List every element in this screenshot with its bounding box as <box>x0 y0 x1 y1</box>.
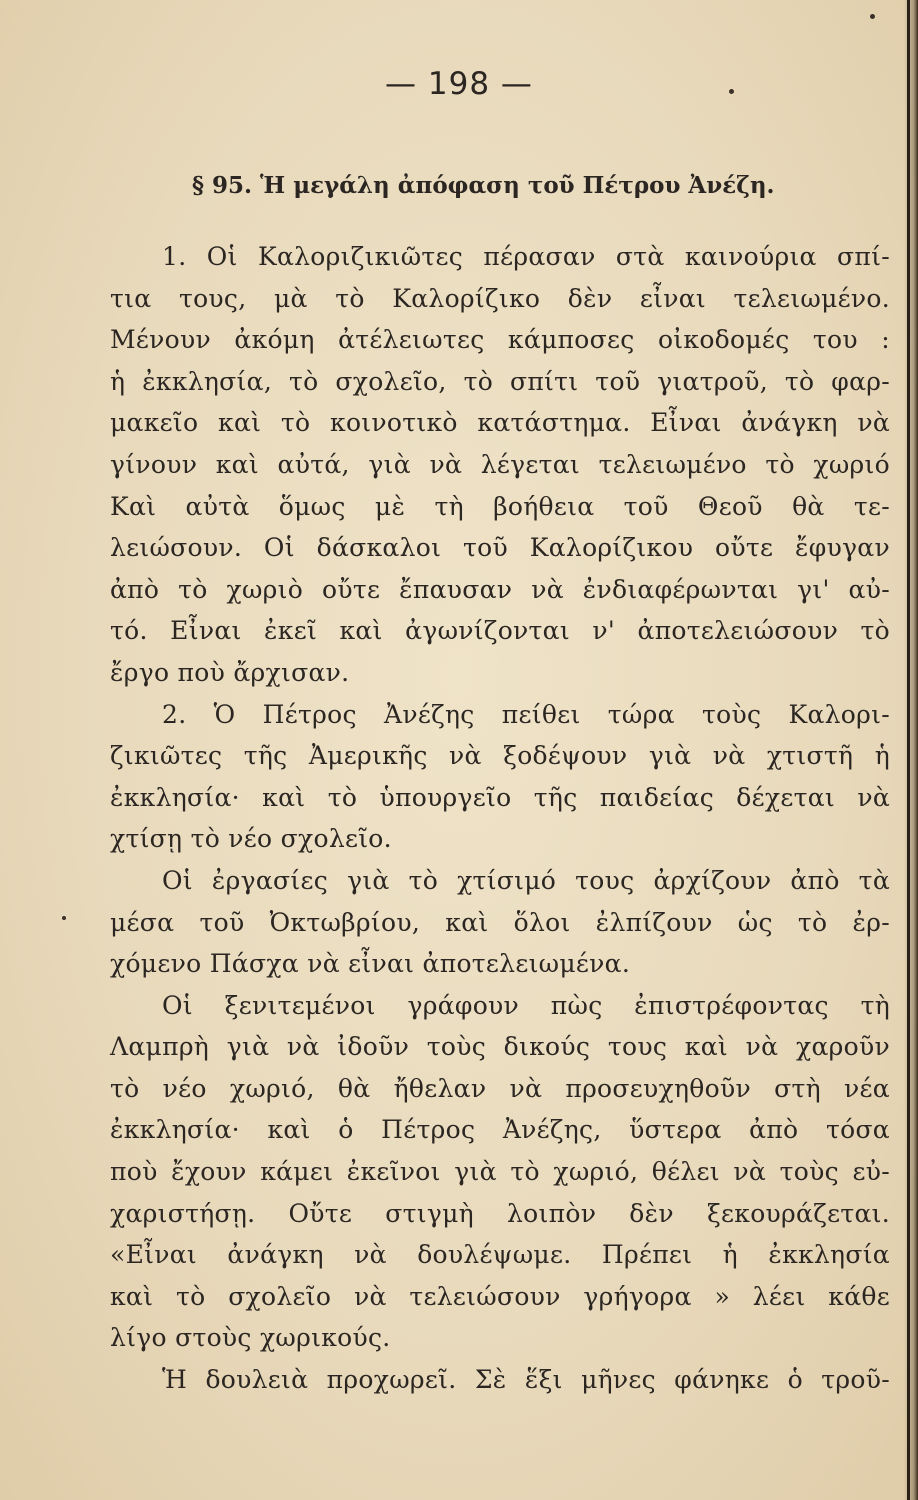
text-line: 2. Ὁ Πέτρος Ἀνέζης πείθει τώρα τοὺς Καλορι- <box>162 699 890 729</box>
text-line: χόμενο Πάσχα νὰ εἶναι ἀποτελειωμένα. <box>110 949 631 979</box>
text-line: λίγο στοὺς χωρικούς. <box>110 1323 391 1353</box>
text-line: Λαμπρὴ γιὰ νὰ ἰδοῦν τοὺς δικούς τους καὶ νὰ χαροῦν <box>110 1032 890 1062</box>
text-line: Καὶ αὐτὰ ὅμως μὲ τὴ βοήθεια τοῦ Θεοῦ θὰ τε- <box>110 491 890 521</box>
text-line: τὸ νέο χωριό, θὰ ἤθελαν νὰ προσευχηθοῦν στὴ νέα <box>110 1073 890 1103</box>
text-line: «Εἶναι ἀνάγκη νὰ δουλέψωμε. Πρέπει ἡ ἐκκλησία <box>110 1240 890 1270</box>
page-number: — 198 — <box>385 66 533 102</box>
text-line: χτίσῃ τὸ νέο σχολεῖο. <box>110 824 392 854</box>
text-line: μακεῖο καὶ τὸ κοινοτικὸ κατάστημα. Εἶναι ἀνάγκη νὰ <box>110 408 890 438</box>
text-line: μέσα τοῦ Ὀκτωβρίου, καὶ ὅλοι ἐλπίζουν ὡς τὸ ἐρ- <box>110 907 890 937</box>
text-line: τό. Εἶναι ἐκεῖ καὶ ἀγωνίζονται ν' ἀποτελειώσουν τὸ <box>110 616 890 646</box>
text-line: τια τους, μὰ τὸ Καλορίζικο δὲν εἶναι τελειωμένο. <box>110 283 890 313</box>
text-line: ζικιῶτες τῆς Ἀμερικῆς νὰ ξοδέψουν γιὰ νὰ χτιστῆ ἡ <box>110 741 890 771</box>
text-line: ἔργο ποὺ ἄρχισαν. <box>110 657 350 687</box>
section-heading: § 95. Ἡ μεγάλη ἀπόφαση τοῦ Πέτρου Ἀνέζη. <box>192 172 775 199</box>
text-line: Οἱ ξενιτεμένοι γράφουν πὼς ἐπιστρέφοντας τὴ <box>162 990 890 1020</box>
ink-speck <box>870 14 875 19</box>
text-line: καὶ τὸ σχολεῖο νὰ τελειώσουν γρήγορα » λέει κάθε <box>110 1281 890 1311</box>
body-text <box>110 236 890 1401</box>
text-line: Ἡ δουλειὰ προχωρεῖ. Σὲ ἕξι μῆνες φάνηκε ὁ τροῦ- <box>162 1365 890 1395</box>
text-line: 1. Οἱ Καλοριζικιῶτες πέρασαν στὰ καινούρια σπί- <box>162 242 890 271</box>
text-line: Οἱ ἐργασίες γιὰ τὸ χτίσιμό τους ἀρχίζουν ἀπὸ τὰ <box>162 865 890 895</box>
text-line: χαριστήσῃ. Οὔτε στιγμὴ λοιπὸν δὲν ξεκουράζεται. <box>110 1198 890 1228</box>
text-line: ποὺ ἔχουν κάμει ἐκεῖνοι γιὰ τὸ χωριό, θέλει νὰ τοὺς εὐ- <box>110 1157 890 1187</box>
text-line: ἐκκλησία· καὶ ὁ Πέτρος Ἀνέζης, ὕστερα ἀπὸ τόσα <box>110 1115 890 1145</box>
text-line: λειώσουν. Οἱ δάσκαλοι τοῦ Καλορίζικου οὔτε ἔφυγαν <box>110 533 890 563</box>
page-edge-line <box>907 0 910 1500</box>
text-line: ἡ ἐκκλησία, τὸ σχολεῖο, τὸ σπίτι τοῦ γιατροῦ, τὸ φαρ- <box>110 366 890 396</box>
text-line: ἐκκλησία· καὶ τὸ ὑπουργεῖο τῆς παιδείας δέχεται νὰ <box>110 782 890 812</box>
ink-speck <box>62 916 66 920</box>
text-line: Μένουν ἀκόμη ἀτέλειωτες κάμποσες οἰκοδομές του : <box>110 325 890 355</box>
text-line: ἀπὸ τὸ χωριὸ οὔτε ἔπαυσαν νὰ ἐνδιαφέρωνται γι' αὐ- <box>110 574 890 604</box>
text-line: γίνουν καὶ αὐτά, γιὰ νὰ λέγεται τελειωμένο τὸ χωριό <box>110 449 890 479</box>
